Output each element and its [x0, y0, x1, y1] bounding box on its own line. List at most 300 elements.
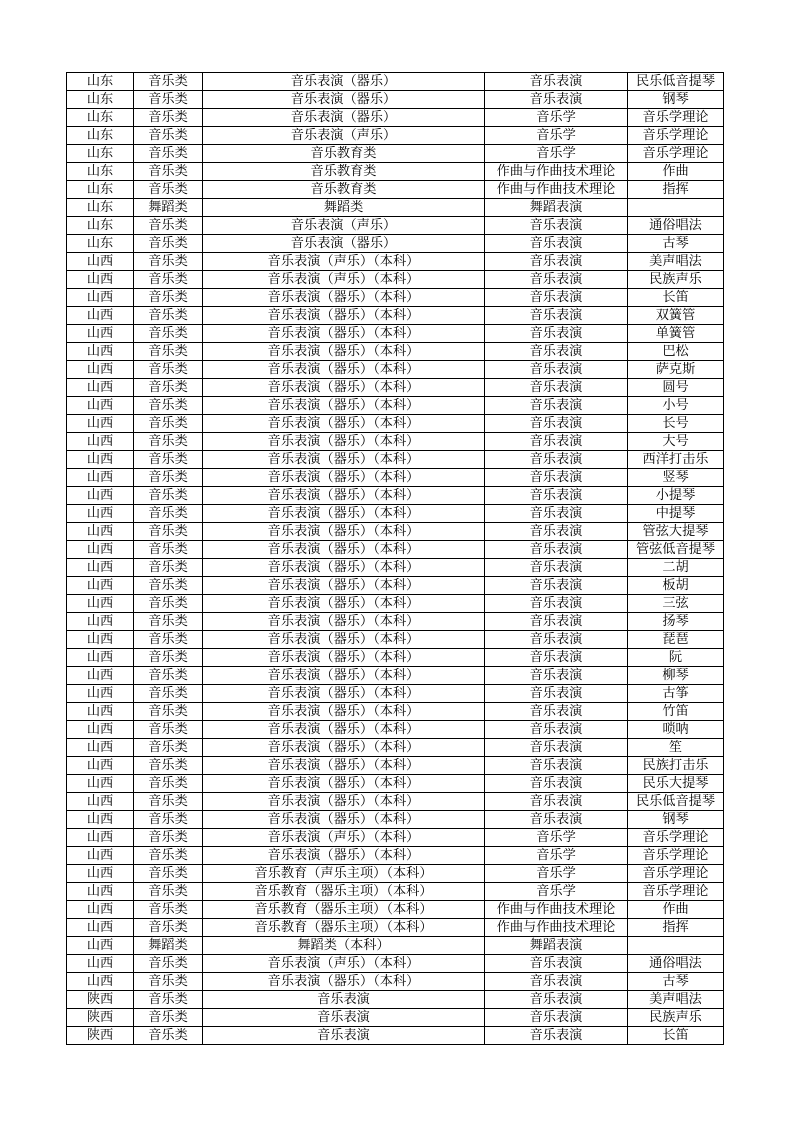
province-cell: 山西 [67, 721, 134, 739]
category-cell: 音乐类 [134, 91, 203, 109]
table-row [67, 847, 724, 865]
direction-cell: 柳琴 [628, 667, 724, 685]
major-cell: 音乐表演（器乐）（本科） [203, 469, 485, 487]
category-cell: 音乐类 [134, 73, 203, 91]
direction-cell: 指挥 [628, 919, 724, 937]
category-cell: 音乐类 [134, 595, 203, 613]
province-cell: 山西 [67, 415, 134, 433]
table-row [67, 253, 724, 271]
exam-type-cell: 音乐学 [485, 145, 628, 163]
major-cell: 音乐表演（器乐）（本科） [203, 685, 485, 703]
category-cell: 音乐类 [134, 127, 203, 145]
direction-cell: 萨克斯 [628, 361, 724, 379]
table-row [67, 757, 724, 775]
table-row [67, 811, 724, 829]
direction-cell: 小号 [628, 397, 724, 415]
table-row [67, 865, 724, 883]
category-cell: 音乐类 [134, 415, 203, 433]
province-cell: 山西 [67, 955, 134, 973]
major-cell: 音乐表演（器乐）（本科） [203, 541, 485, 559]
direction-cell: 长笛 [628, 289, 724, 307]
table-row [67, 829, 724, 847]
direction-cell: 单簧管 [628, 325, 724, 343]
major-cell: 音乐表演 [203, 1009, 485, 1027]
exam-type-cell: 音乐表演 [485, 721, 628, 739]
major-cell: 音乐表演（声乐）（本科） [203, 271, 485, 289]
category-cell: 音乐类 [134, 1027, 203, 1045]
table-row [67, 307, 724, 325]
direction-cell: 长笛 [628, 1027, 724, 1045]
exam-type-cell: 音乐表演 [485, 667, 628, 685]
category-cell: 音乐类 [134, 901, 203, 919]
category-cell: 音乐类 [134, 217, 203, 235]
exam-type-cell: 作曲与作曲技术理论 [485, 901, 628, 919]
exam-type-cell: 音乐学 [485, 883, 628, 901]
category-cell: 音乐类 [134, 1009, 203, 1027]
table-row [67, 181, 724, 199]
category-cell: 音乐类 [134, 703, 203, 721]
table-row [67, 919, 724, 937]
province-cell: 山西 [67, 433, 134, 451]
province-cell: 山东 [67, 217, 134, 235]
table-row [67, 721, 724, 739]
province-cell: 山西 [67, 397, 134, 415]
direction-cell: 指挥 [628, 181, 724, 199]
exam-type-cell: 音乐表演 [485, 613, 628, 631]
province-cell: 山西 [67, 523, 134, 541]
major-cell: 音乐表演（声乐） [203, 127, 485, 145]
category-cell: 音乐类 [134, 145, 203, 163]
province-cell: 山东 [67, 163, 134, 181]
direction-cell: 民乐大提琴 [628, 775, 724, 793]
major-cell: 音乐表演 [203, 1027, 485, 1045]
exam-type-cell: 音乐表演 [485, 415, 628, 433]
province-cell: 山西 [67, 469, 134, 487]
category-cell: 音乐类 [134, 775, 203, 793]
major-cell: 音乐教育（声乐主项）（本科） [203, 865, 485, 883]
category-cell: 音乐类 [134, 829, 203, 847]
major-cell: 音乐表演（器乐）（本科） [203, 847, 485, 865]
exam-type-cell: 音乐学 [485, 865, 628, 883]
major-cell: 音乐表演（器乐）（本科） [203, 325, 485, 343]
direction-cell: 美声唱法 [628, 991, 724, 1009]
table-row [67, 145, 724, 163]
major-cell: 音乐表演（器乐）（本科） [203, 631, 485, 649]
exam-type-cell: 音乐表演 [485, 73, 628, 91]
direction-cell: 唢呐 [628, 721, 724, 739]
category-cell: 音乐类 [134, 433, 203, 451]
exam-type-cell: 音乐表演 [485, 685, 628, 703]
category-cell: 音乐类 [134, 721, 203, 739]
exam-type-cell: 音乐表演 [485, 955, 628, 973]
direction-cell [628, 199, 724, 217]
direction-cell: 中提琴 [628, 505, 724, 523]
table-row [67, 343, 724, 361]
direction-cell: 阮 [628, 649, 724, 667]
exam-type-cell: 音乐表演 [485, 217, 628, 235]
category-cell: 音乐类 [134, 505, 203, 523]
exam-type-cell: 音乐学 [485, 829, 628, 847]
table-row [67, 289, 724, 307]
exam-type-cell: 音乐表演 [485, 523, 628, 541]
direction-cell: 音乐学理论 [628, 127, 724, 145]
major-cell: 音乐表演（器乐） [203, 109, 485, 127]
table-row [67, 901, 724, 919]
table-row [67, 217, 724, 235]
province-cell: 山西 [67, 649, 134, 667]
direction-cell: 扬琴 [628, 613, 724, 631]
table-row [67, 1027, 724, 1045]
major-cell: 音乐表演（声乐）（本科） [203, 253, 485, 271]
category-cell: 音乐类 [134, 865, 203, 883]
table-row [67, 775, 724, 793]
province-cell: 山西 [67, 325, 134, 343]
direction-cell: 管弦大提琴 [628, 523, 724, 541]
major-cell: 音乐表演（器乐）（本科） [203, 505, 485, 523]
direction-cell: 西洋打击乐 [628, 451, 724, 469]
direction-cell: 民族声乐 [628, 1009, 724, 1027]
province-cell: 山西 [67, 703, 134, 721]
direction-cell: 古琴 [628, 973, 724, 991]
direction-cell: 音乐学理论 [628, 847, 724, 865]
province-cell: 山西 [67, 865, 134, 883]
table-row [67, 163, 724, 181]
exam-type-cell: 音乐表演 [485, 451, 628, 469]
table-body [67, 73, 724, 1045]
province-cell: 山西 [67, 901, 134, 919]
major-cell: 音乐表演（器乐）（本科） [203, 595, 485, 613]
table-row [67, 415, 724, 433]
province-cell: 山西 [67, 685, 134, 703]
direction-cell: 三弦 [628, 595, 724, 613]
table-row [67, 793, 724, 811]
category-cell: 音乐类 [134, 325, 203, 343]
category-cell: 音乐类 [134, 811, 203, 829]
major-cell: 音乐表演（器乐）（本科） [203, 433, 485, 451]
table-row [67, 361, 724, 379]
direction-cell: 长号 [628, 415, 724, 433]
exam-type-cell: 音乐表演 [485, 739, 628, 757]
category-cell: 音乐类 [134, 343, 203, 361]
direction-cell: 钢琴 [628, 811, 724, 829]
province-cell: 山东 [67, 199, 134, 217]
major-cell: 音乐表演（器乐）（本科） [203, 307, 485, 325]
exam-type-cell: 音乐表演 [485, 397, 628, 415]
exam-type-cell: 音乐表演 [485, 487, 628, 505]
category-cell: 音乐类 [134, 739, 203, 757]
province-cell: 山西 [67, 505, 134, 523]
exam-type-cell: 音乐表演 [485, 1009, 628, 1027]
category-cell: 音乐类 [134, 955, 203, 973]
province-cell: 山西 [67, 343, 134, 361]
province-cell: 山西 [67, 271, 134, 289]
category-cell: 音乐类 [134, 973, 203, 991]
province-cell: 陕西 [67, 1027, 134, 1045]
exam-type-cell: 音乐表演 [485, 577, 628, 595]
category-cell: 音乐类 [134, 487, 203, 505]
direction-cell: 板胡 [628, 577, 724, 595]
province-cell: 山东 [67, 235, 134, 253]
exam-type-cell: 音乐表演 [485, 595, 628, 613]
province-cell: 山西 [67, 793, 134, 811]
exam-type-cell: 音乐表演 [485, 559, 628, 577]
direction-cell: 古筝 [628, 685, 724, 703]
major-cell: 音乐表演（器乐）（本科） [203, 379, 485, 397]
direction-cell: 钢琴 [628, 91, 724, 109]
direction-cell: 民乐低音提琴 [628, 793, 724, 811]
category-cell: 音乐类 [134, 469, 203, 487]
table-row [67, 577, 724, 595]
exam-type-cell: 音乐表演 [485, 253, 628, 271]
category-cell: 音乐类 [134, 379, 203, 397]
table-row [67, 433, 724, 451]
direction-cell: 作曲 [628, 901, 724, 919]
province-cell: 山西 [67, 361, 134, 379]
direction-cell: 二胡 [628, 559, 724, 577]
category-cell: 音乐类 [134, 253, 203, 271]
exam-type-cell: 音乐表演 [485, 235, 628, 253]
exam-type-cell: 音乐表演 [485, 289, 628, 307]
table-row [67, 397, 724, 415]
major-cell: 音乐表演（器乐）（本科） [203, 343, 485, 361]
exam-type-cell: 音乐表演 [485, 379, 628, 397]
table-row [67, 487, 724, 505]
category-cell: 音乐类 [134, 109, 203, 127]
table-row [67, 127, 724, 145]
exam-type-cell: 音乐学 [485, 127, 628, 145]
major-cell: 音乐表演（器乐）（本科） [203, 973, 485, 991]
major-cell: 音乐表演（器乐）（本科） [203, 649, 485, 667]
table-row [67, 451, 724, 469]
major-cell: 音乐表演（器乐）（本科） [203, 793, 485, 811]
exam-type-cell: 音乐表演 [485, 271, 628, 289]
category-cell: 音乐类 [134, 757, 203, 775]
major-cell: 音乐表演（器乐） [203, 73, 485, 91]
category-cell: 音乐类 [134, 559, 203, 577]
direction-cell: 音乐学理论 [628, 109, 724, 127]
table-row [67, 973, 724, 991]
table-row [67, 91, 724, 109]
table-row [67, 595, 724, 613]
exam-type-cell: 音乐表演 [485, 973, 628, 991]
category-cell: 音乐类 [134, 847, 203, 865]
province-cell: 山西 [67, 253, 134, 271]
direction-cell: 笙 [628, 739, 724, 757]
exam-type-cell: 舞蹈表演 [485, 937, 628, 955]
major-cell: 音乐教育（器乐主项）（本科） [203, 901, 485, 919]
province-cell: 山西 [67, 883, 134, 901]
category-cell: 音乐类 [134, 613, 203, 631]
exam-type-cell: 音乐表演 [485, 793, 628, 811]
province-cell: 山西 [67, 667, 134, 685]
direction-cell: 作曲 [628, 163, 724, 181]
province-cell: 山西 [67, 757, 134, 775]
exam-type-cell: 音乐表演 [485, 631, 628, 649]
major-cell: 舞蹈类 [203, 199, 485, 217]
exam-type-cell: 音乐表演 [485, 811, 628, 829]
admissions-table [66, 72, 724, 1045]
province-cell: 山西 [67, 559, 134, 577]
category-cell: 舞蹈类 [134, 199, 203, 217]
direction-cell: 竹笛 [628, 703, 724, 721]
province-cell: 山东 [67, 127, 134, 145]
category-cell: 音乐类 [134, 523, 203, 541]
province-cell: 山西 [67, 595, 134, 613]
table-row [67, 109, 724, 127]
exam-type-cell: 音乐学 [485, 109, 628, 127]
table-row [67, 937, 724, 955]
province-cell: 山西 [67, 577, 134, 595]
category-cell: 音乐类 [134, 919, 203, 937]
exam-type-cell: 舞蹈表演 [485, 199, 628, 217]
province-cell: 陕西 [67, 1009, 134, 1027]
table-row [67, 631, 724, 649]
exam-type-cell: 音乐表演 [485, 505, 628, 523]
direction-cell: 民乐低音提琴 [628, 73, 724, 91]
table-row [67, 325, 724, 343]
table-row [67, 955, 724, 973]
exam-type-cell: 音乐表演 [485, 703, 628, 721]
category-cell: 音乐类 [134, 163, 203, 181]
category-cell: 舞蹈类 [134, 937, 203, 955]
province-cell: 山西 [67, 937, 134, 955]
category-cell: 音乐类 [134, 649, 203, 667]
category-cell: 音乐类 [134, 631, 203, 649]
direction-cell: 双簧管 [628, 307, 724, 325]
exam-type-cell: 音乐表演 [485, 361, 628, 379]
province-cell: 山西 [67, 739, 134, 757]
major-cell: 音乐表演（器乐）（本科） [203, 559, 485, 577]
table-row [67, 667, 724, 685]
exam-type-cell: 作曲与作曲技术理论 [485, 181, 628, 199]
province-cell: 山西 [67, 487, 134, 505]
province-cell: 山西 [67, 379, 134, 397]
exam-type-cell: 音乐表演 [485, 757, 628, 775]
direction-cell: 竖琴 [628, 469, 724, 487]
direction-cell: 通俗唱法 [628, 955, 724, 973]
exam-type-cell: 音乐表演 [485, 991, 628, 1009]
direction-cell: 音乐学理论 [628, 829, 724, 847]
category-cell: 音乐类 [134, 685, 203, 703]
direction-cell: 小提琴 [628, 487, 724, 505]
category-cell: 音乐类 [134, 883, 203, 901]
province-cell: 山西 [67, 541, 134, 559]
exam-type-cell: 音乐表演 [485, 91, 628, 109]
province-cell: 陕西 [67, 991, 134, 1009]
direction-cell: 管弦低音提琴 [628, 541, 724, 559]
major-cell: 音乐教育类 [203, 181, 485, 199]
table-row [67, 613, 724, 631]
province-cell: 山西 [67, 775, 134, 793]
major-cell: 音乐教育（器乐主项）（本科） [203, 883, 485, 901]
direction-cell: 民族打击乐 [628, 757, 724, 775]
exam-type-cell: 音乐表演 [485, 775, 628, 793]
major-cell: 音乐表演（器乐）（本科） [203, 667, 485, 685]
category-cell: 音乐类 [134, 541, 203, 559]
province-cell: 山东 [67, 145, 134, 163]
table-row [67, 379, 724, 397]
direction-cell: 圆号 [628, 379, 724, 397]
major-cell: 音乐教育（器乐主项）（本科） [203, 919, 485, 937]
exam-type-cell: 音乐学 [485, 847, 628, 865]
major-cell: 音乐表演（声乐） [203, 217, 485, 235]
table-row [67, 73, 724, 91]
exam-type-cell: 音乐表演 [485, 649, 628, 667]
table-row [67, 469, 724, 487]
major-cell: 音乐教育类 [203, 145, 485, 163]
table-row [67, 559, 724, 577]
major-cell: 音乐表演（器乐）（本科） [203, 487, 485, 505]
table-row [67, 541, 724, 559]
category-cell: 音乐类 [134, 991, 203, 1009]
province-cell: 山西 [67, 973, 134, 991]
major-cell: 音乐表演 [203, 991, 485, 1009]
category-cell: 音乐类 [134, 307, 203, 325]
category-cell: 音乐类 [134, 289, 203, 307]
province-cell: 山东 [67, 91, 134, 109]
table-row [67, 703, 724, 721]
major-cell: 音乐表演（器乐）（本科） [203, 721, 485, 739]
category-cell: 音乐类 [134, 181, 203, 199]
exam-type-cell: 音乐表演 [485, 325, 628, 343]
exam-type-cell: 作曲与作曲技术理论 [485, 919, 628, 937]
major-cell: 音乐表演（器乐）（本科） [203, 775, 485, 793]
major-cell: 音乐表演（器乐）（本科） [203, 397, 485, 415]
major-cell: 音乐教育类 [203, 163, 485, 181]
category-cell: 音乐类 [134, 271, 203, 289]
table-row [67, 991, 724, 1009]
major-cell: 音乐表演（器乐）（本科） [203, 361, 485, 379]
exam-type-cell: 音乐表演 [485, 433, 628, 451]
major-cell: 音乐表演（器乐）（本科） [203, 613, 485, 631]
category-cell: 音乐类 [134, 667, 203, 685]
major-cell: 音乐表演（器乐）（本科） [203, 703, 485, 721]
direction-cell: 美声唱法 [628, 253, 724, 271]
province-cell: 山西 [67, 811, 134, 829]
province-cell: 山西 [67, 829, 134, 847]
category-cell: 音乐类 [134, 397, 203, 415]
province-cell: 山西 [67, 307, 134, 325]
direction-cell: 琵琶 [628, 631, 724, 649]
table-row [67, 883, 724, 901]
exam-type-cell: 音乐表演 [485, 469, 628, 487]
table-row [67, 649, 724, 667]
province-cell: 山西 [67, 613, 134, 631]
direction-cell: 音乐学理论 [628, 865, 724, 883]
table-row [67, 199, 724, 217]
exam-type-cell: 音乐表演 [485, 541, 628, 559]
province-cell: 山西 [67, 847, 134, 865]
exam-type-cell: 音乐表演 [485, 343, 628, 361]
table-row [67, 523, 724, 541]
exam-type-cell: 音乐表演 [485, 1027, 628, 1045]
province-cell: 山西 [67, 631, 134, 649]
direction-cell: 音乐学理论 [628, 145, 724, 163]
category-cell: 音乐类 [134, 451, 203, 469]
major-cell: 音乐表演（器乐）（本科） [203, 811, 485, 829]
direction-cell: 大号 [628, 433, 724, 451]
direction-cell: 民族声乐 [628, 271, 724, 289]
category-cell: 音乐类 [134, 793, 203, 811]
direction-cell: 通俗唱法 [628, 217, 724, 235]
major-cell: 音乐表演（声乐）（本科） [203, 829, 485, 847]
major-cell: 舞蹈类（本科） [203, 937, 485, 955]
direction-cell: 音乐学理论 [628, 883, 724, 901]
major-cell: 音乐表演（器乐）（本科） [203, 523, 485, 541]
major-cell: 音乐表演（器乐）（本科） [203, 289, 485, 307]
direction-cell [628, 937, 724, 955]
category-cell: 音乐类 [134, 235, 203, 253]
